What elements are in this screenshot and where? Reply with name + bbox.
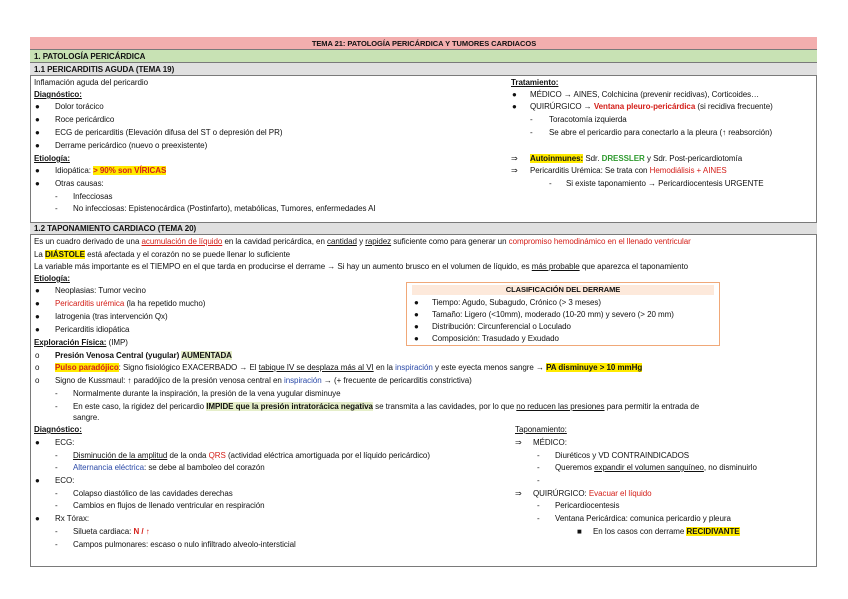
list-item: QUIRÚRGICO: Evacuar el líquido	[533, 489, 652, 498]
diagnosis-title: Diagnóstico:	[34, 90, 82, 99]
list-item: Si existe taponamiento → Pericardiocentesis URGENTE	[566, 179, 764, 188]
list-item-continuation: sangre.	[73, 413, 100, 422]
list-item: Silueta cardiaca: N / ↑	[73, 527, 150, 536]
definition: Inflamación aguda del pericardio	[34, 78, 149, 87]
list-item: No infecciosas: Epistenocárdica (Postinfarto), metabólicas, Tumores, enfermedades AI	[73, 204, 376, 213]
circle-bullet-icon: o	[35, 363, 40, 372]
dash-icon: -	[55, 540, 58, 549]
implies-icon: ⇒	[511, 166, 518, 175]
dash-icon: -	[549, 179, 552, 188]
paragraph: La variable más importante es el TIEMPO en el que tarda en producirse el derrame → Si hay un aumento brusco en el volumen de líquido, es más probable que aparezca el taponamiento	[34, 262, 689, 271]
list-item: Tiempo: Agudo, Subagudo, Crónico (> 3 meses)	[432, 298, 601, 307]
treatment-title: Tratamiento:	[511, 78, 559, 87]
list-item: Idiopática: > 90% son VÍRICAS	[55, 166, 167, 175]
dash-icon: -	[55, 192, 58, 201]
bullet-icon: ●	[35, 438, 40, 447]
list-item: Infecciosas	[73, 192, 113, 201]
list-item: QUIRÚRGICO → Ventana pleuro-pericárdica (si recidiva frecuente)	[530, 102, 773, 111]
list-item: Pericarditis idiopática	[55, 325, 130, 334]
dash-icon: -	[537, 451, 540, 460]
circle-bullet-icon: o	[35, 376, 40, 385]
bullet-icon: ●	[35, 102, 40, 111]
bullet-icon: ●	[35, 299, 40, 308]
bullet-icon: ●	[35, 166, 40, 175]
bullet-icon: ●	[414, 298, 419, 307]
implies-icon: ⇒	[515, 489, 522, 498]
dash-icon: -	[55, 204, 58, 213]
bullet-icon: ●	[512, 90, 517, 99]
list-item: Pericarditis Urémica: Se trata con Hemodiálisis + AINES	[530, 166, 727, 175]
list-item: Composición: Trasudado y Exudado	[432, 334, 559, 343]
circle-bullet-icon: o	[35, 351, 40, 360]
dash-icon: -	[537, 514, 540, 523]
list-item: Neoplasias: Tumor vecino	[55, 286, 146, 295]
paragraph: La DIÁSTOLE está afectada y el corazón no se puede llenar lo suficiente	[34, 250, 291, 259]
list-item: Diuréticos y VD CONTRAINDICADOS	[555, 451, 690, 460]
dash-icon: -	[537, 501, 540, 510]
list-item: Disminución de la amplitud de la onda QRS (actividad eléctrica amortiguada por el líquido pericárdico)	[73, 451, 430, 460]
list-item: Normalmente durante la inspiración, la presión de la vena yugular disminuye	[73, 389, 341, 398]
bullet-icon: ●	[414, 310, 419, 319]
square-bullet-icon: ■	[577, 527, 582, 536]
bullet-icon: ●	[35, 325, 40, 334]
list-item: Alternancia eléctrica: se debe al bamboleo del corazón	[73, 463, 265, 472]
bullet-icon: ●	[35, 312, 40, 321]
bullet-icon: ●	[35, 514, 40, 523]
section-title: 1. PATOLOGÍA PERICÁRDICA	[34, 52, 146, 61]
bullet-icon: ●	[414, 334, 419, 343]
list-item: Pericardiocentesis	[555, 501, 620, 510]
list-item: ECG:	[55, 438, 75, 447]
bullet-icon: ●	[512, 102, 517, 111]
list-item: MÉDICO:	[533, 438, 567, 447]
bullet-icon: ●	[35, 115, 40, 124]
list-item: Toracotomía izquierda	[549, 115, 627, 124]
list-item: Pericarditis urémica (la ha repetido mucho)	[55, 299, 206, 308]
bullet-icon: ●	[35, 286, 40, 295]
list-item: Se abre el pericardio para conectarlo a la pleura (↑ reabsorción)	[549, 128, 773, 137]
subsection-title-12: 1.2 TAPONAMIENTO CARDIACO (TEMA 20)	[34, 224, 197, 233]
implies-icon: ⇒	[511, 154, 518, 163]
list-item: Pulso paradójico: Signo fisiológico EXACERBADO → El tabique IV se desplaza más al VI en la inspiración y este eyecta menos sangre → PA disminuye > 10 mmHg	[55, 363, 643, 372]
list-item: Presión Venosa Central (yugular) AUMENTADA	[55, 351, 232, 360]
list-item: Campos pulmonares: escaso o nulo infiltrado alveolo-intersticial	[73, 540, 296, 549]
diagnosis-title: Diagnóstico:	[34, 425, 82, 434]
list-item: MÉDICO → AINES, Colchicina (prevenir recidivas), Corticoides…	[530, 90, 760, 99]
list-item: En los casos con derrame RECIDIVANTE	[593, 527, 740, 536]
tamponade-treatment-title: Taponamiento:	[515, 425, 567, 434]
list-item: Autoinmunes: Sdr. DRESSLER y Sdr. Post-pericardiotomía	[530, 154, 743, 163]
implies-icon: ⇒	[515, 438, 522, 447]
dash-icon: -	[55, 463, 58, 472]
bullet-icon: ●	[35, 179, 40, 188]
etiology-title: Etiología:	[34, 154, 70, 163]
classification-title: CLASIFICACIÓN DEL DERRAME	[505, 285, 621, 294]
dash-icon: -	[530, 115, 533, 124]
dash-icon: -	[537, 463, 540, 472]
list-item: Signo de Kussmaul: ↑ paradójico de la presión venosa central en inspiración → (+ frecuente de pericarditis constrictiva)	[55, 376, 472, 385]
bullet-icon: ●	[35, 128, 40, 137]
list-item: Dolor torácico	[55, 102, 104, 111]
list-item: ECG de pericarditis (Elevación difusa del ST o depresión del PR)	[55, 128, 283, 137]
list-item: Distribución: Circunferencial o Loculado	[432, 322, 571, 331]
list-item: Tamaño: Ligero (<10mm), moderado (10-20 mm) y severo (> 20 mm)	[432, 310, 674, 319]
bullet-icon: ●	[35, 141, 40, 150]
dash-icon: -	[537, 476, 540, 485]
dash-icon: -	[55, 389, 58, 398]
list-item: En este caso, la rigidez del pericardio IMPIDE que la presión intratorácica negativa se transmita a las cavidades, por lo que no reducen las presiones para permitir la entrada de	[73, 402, 700, 411]
list-item: Queremos expandir el volumen sanguíneo, no disminuirlo	[555, 463, 757, 472]
list-item: Otras causas:	[55, 179, 104, 188]
dash-icon: -	[55, 451, 58, 460]
dash-icon: -	[55, 489, 58, 498]
list-item: Derrame pericárdico (nuevo o preexistente)	[55, 141, 208, 150]
list-item: Ventana Pericárdica: comunica pericardio y pleura	[555, 514, 731, 523]
list-item: Iatrogenia (tras intervención Qx)	[55, 312, 168, 321]
dash-icon: -	[55, 501, 58, 510]
paragraph: Es un cuadro derivado de una acumulación de líquido en la cavidad pericárdica, en cantidad y rapidez suficiente como para generar un compromiso hemodinámico en el llenado ventricular	[34, 237, 691, 246]
bullet-icon: ●	[414, 322, 419, 331]
list-item: Roce pericárdico	[55, 115, 115, 124]
list-item: Cambios en flujos de llenado ventricular en respiración	[73, 501, 265, 510]
exploration-title: Exploración Física: (IMP)	[34, 338, 128, 347]
list-item: ECO:	[55, 476, 75, 485]
bullet-icon: ●	[35, 476, 40, 485]
dash-icon: -	[55, 527, 58, 536]
dash-icon: -	[530, 128, 533, 137]
etiology-title: Etiología:	[34, 274, 70, 283]
list-item: Rx Tórax:	[55, 514, 90, 523]
section-bar	[30, 50, 817, 63]
page-title: TEMA 21: PATOLOGÍA PERICÁRDICA Y TUMORES CARDIACOS	[311, 39, 537, 48]
dash-icon: -	[55, 402, 58, 411]
subsection-title-11: 1.1 PERICARDITIS AGUDA (TEMA 19)	[34, 65, 175, 74]
list-item: Colapso diastólico de las cavidades derechas	[73, 489, 233, 498]
